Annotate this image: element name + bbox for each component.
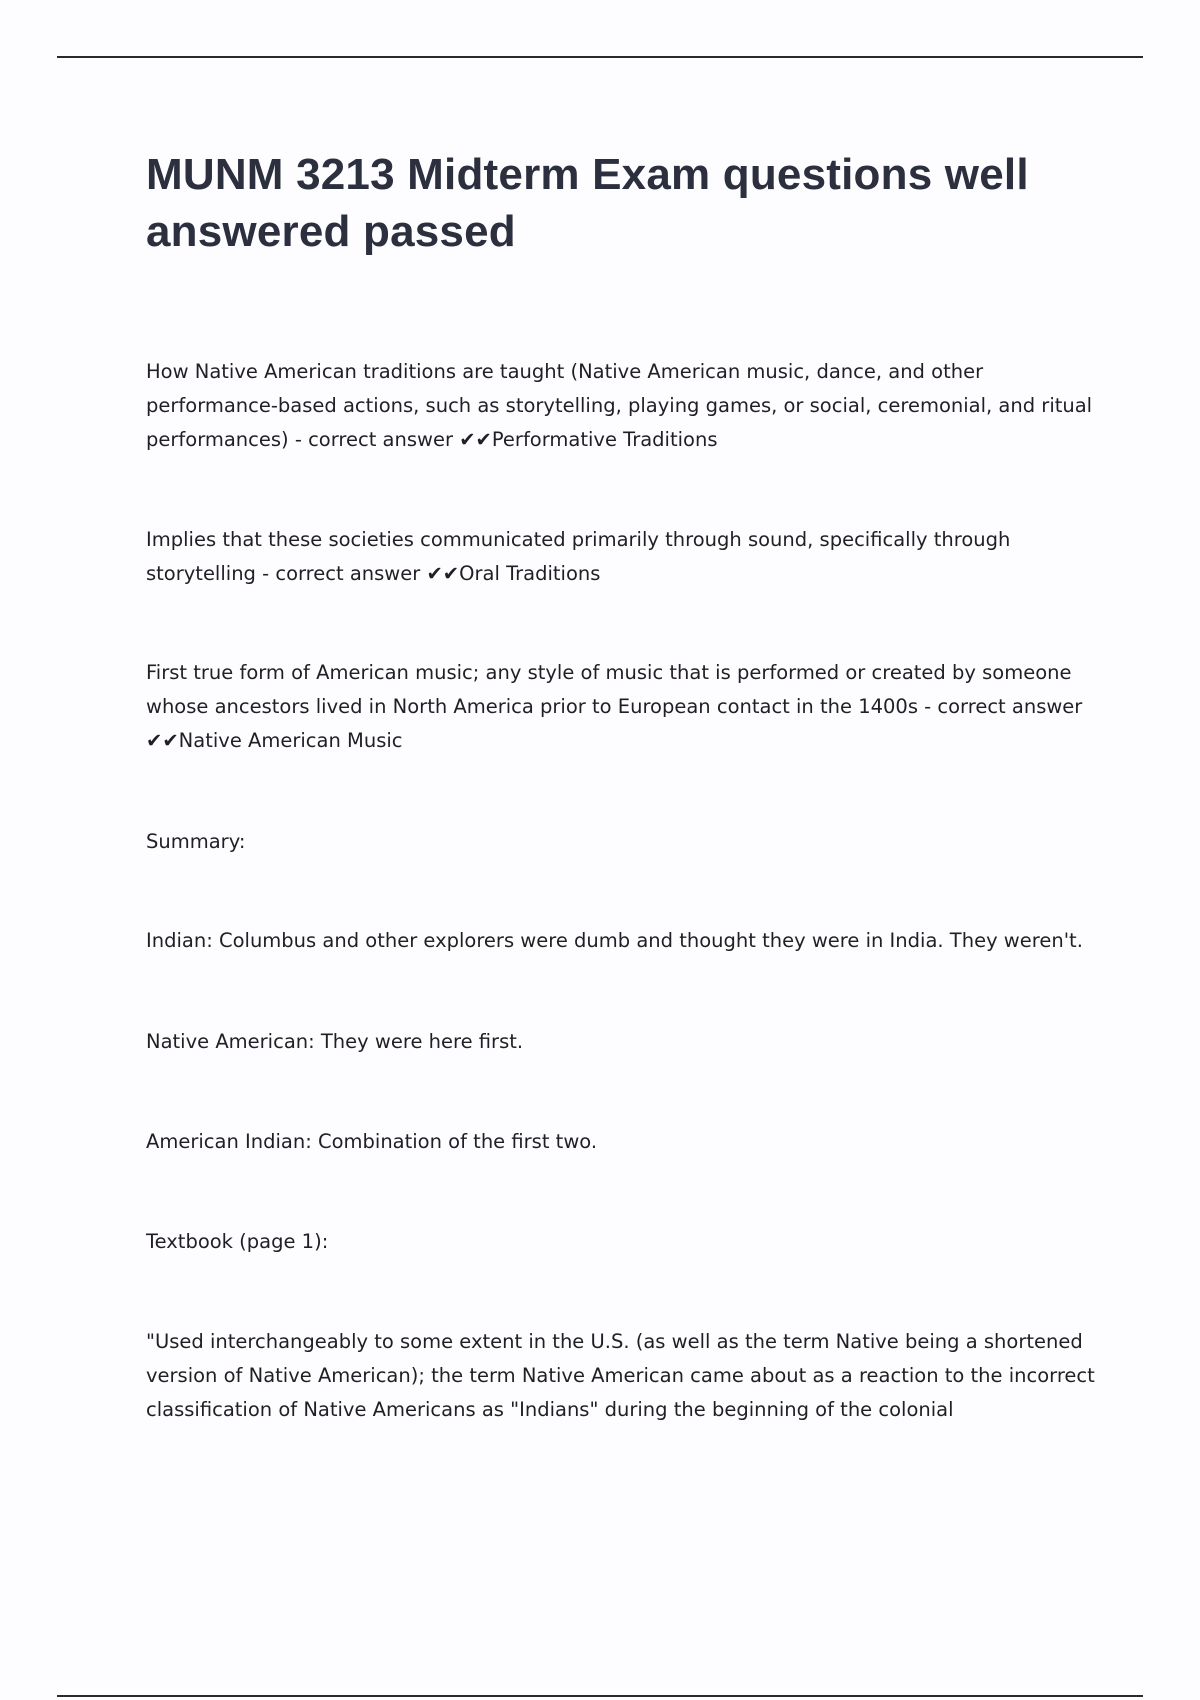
summary-indian: Indian: Columbus and other explorers were dumb and thought they were in India. They weren't. [146,929,1083,952]
question-native-american-music: First true form of American music; any style of music that is performed or created by someone whose ancestors lived in North America prior to European contact in the 1400s - correct answer ✔✔Native American Music [146,661,1083,752]
summary-heading: Summary: [146,830,246,853]
textbook-heading: Textbook (page 1): [146,1230,329,1253]
bottom-divider [57,1695,1143,1697]
textbook-quote: "Used interchangeably to some extent in the U.S. (as well as the term Native being a shortened version of Native American); the term Native American came about as a reaction to the incorrect classification of Native Americans as "Indians" during the beginning of the colonial [146,1330,1095,1421]
question-oral-traditions: Implies that these societies communicated primarily through sound, specifically through storytelling - correct answer ✔✔Oral Traditions [146,528,1011,585]
document-title: MUNM 3213 Midterm Exam questions well answered passed [146,150,1029,256]
summary-native-american: Native American: They were here first. [146,1030,524,1053]
top-divider [57,56,1143,58]
question-performative-traditions: How Native American traditions are taught (Native American music, dance, and other performance-based actions, such as storytelling, playing games, or social, ceremonial, and ritual performances) - correct answer ✔✔Performative Traditions [146,360,1093,451]
summary-american-indian: American Indian: Combination of the first two. [146,1130,598,1153]
